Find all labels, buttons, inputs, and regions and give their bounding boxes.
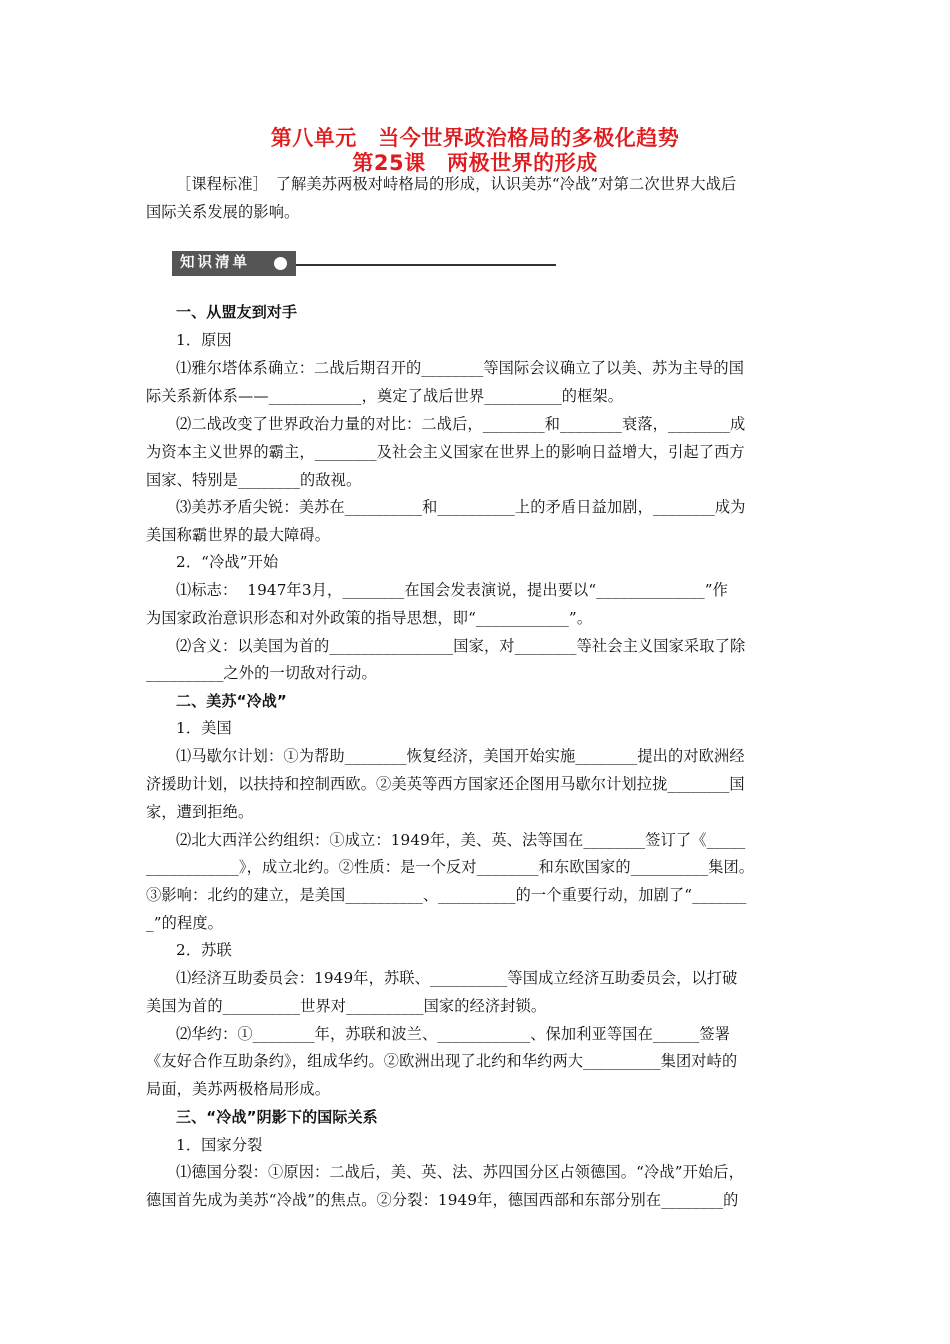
text-line: ⑴马歇尔计划：①为帮助________恢复经济，美国开始实施________提出的对欧洲经 — [176, 747, 745, 765]
text-line: 《友好合作互助条约》，组成华约。②欧洲出现了北约和华约两大__________集团对峙的 — [146, 1052, 738, 1070]
text-line: 国家、特别是________的敌视。 — [146, 471, 362, 489]
lesson-title: 第25课 两极世界的形成 — [352, 151, 598, 175]
text-line: _”的程度。 — [146, 914, 224, 932]
text-line: 美国称霸世界的最大障碍。 — [146, 526, 331, 544]
banner-dot-icon — [274, 257, 287, 270]
curriculum-standard-line1: ［课程标准］ 了解美苏两极对峙格局的形成，认识美苏“冷战”对第二次世界大战后 — [176, 175, 737, 193]
unit-title: 第八单元 当今世界政治格局的多极化趋势 — [270, 126, 680, 150]
text-line: ⑴雅尔塔体系确立：二战后期召开的________等国际会议确立了以美、苏为主导的国 — [176, 359, 745, 377]
curriculum-standard-line2: 国际关系发展的影响。 — [146, 203, 300, 221]
text-line: ⑵二战改变了世界政治力量的对比：二战后，________和________衰落，________成 — [176, 415, 746, 433]
subheading: 2．“冷战”开始 — [176, 553, 279, 571]
section-heading: 三、“冷战”阴影下的国际关系 — [176, 1108, 378, 1126]
text-line: ⑴标志： 1947年3月，________在国会发表演说，提出要以“______________”作 — [176, 581, 728, 599]
text-line: 际关系新体系——____________，奠定了战后世界__________的框架。 — [146, 387, 624, 405]
text-line: 家，遭到拒绝。 — [146, 803, 254, 821]
text-line: ____________》，成立北约。②性质：是一个反对________和东欧国家的__________集团。 — [146, 858, 755, 876]
section-heading: 一、从盟友到对手 — [176, 303, 298, 321]
text-line: 美国为首的__________世界对__________国家的经济封锁。 — [146, 997, 547, 1015]
text-line: ⑴经济互助委员会：1949年，苏联、__________等国成立经济互助委员会，以打破 — [176, 969, 738, 987]
text-line: 济援助计划，以扶持和控制西欧。②美英等西方国家还企图用马歇尔计划拉拢________国 — [146, 775, 745, 793]
banner-divider — [296, 264, 556, 266]
text-line: 为国家政治意识形态和对外政策的指导思想，即“____________”。 — [146, 609, 593, 627]
text-line: ⑵华约：①________年，苏联和波兰、____________、保加利亚等国在______签署 — [176, 1025, 731, 1043]
text-line: 局面，美苏两极格局形成。 — [146, 1080, 331, 1098]
knowledge-list-banner: 知识清单 — [172, 251, 296, 276]
text-line: 德国首先成为美苏“冷战”的焦点。②分裂：1949年，德国西部和东部分别在________的 — [146, 1191, 739, 1209]
text-line: ⑴德国分裂：①原因：二战后，美、英、法、苏四国分区占领德国。“冷战”开始后， — [176, 1163, 744, 1181]
text-line: __________之外的一切敌对行动。 — [146, 664, 377, 682]
section-heading: 二、美苏“冷战” — [176, 692, 287, 710]
text-line: 为资本主义世界的霸主，________及社会主义国家在世界上的影响日益增大，引起了西方 — [146, 443, 745, 461]
text-line: ⑶美苏矛盾尖锐：美苏在__________和__________上的矛盾日益加剧，________成为 — [176, 498, 746, 516]
text-line: ③影响：北约的建立，是美国__________、__________的一个重要行动，加剧了“_______ — [146, 886, 747, 904]
subheading: 1．原因 — [176, 331, 232, 349]
text-line: ⑵含义：以美国为首的________________国家，对________等社会主义国家采取了除 — [176, 637, 746, 655]
subheading: 1．国家分裂 — [176, 1136, 263, 1154]
subheading: 2．苏联 — [176, 941, 232, 959]
subheading: 1．美国 — [176, 719, 232, 737]
text-line: ⑵北大西洋公约组织：①成立：1949年，美、英、法等国在________签订了《_____ — [176, 831, 746, 849]
